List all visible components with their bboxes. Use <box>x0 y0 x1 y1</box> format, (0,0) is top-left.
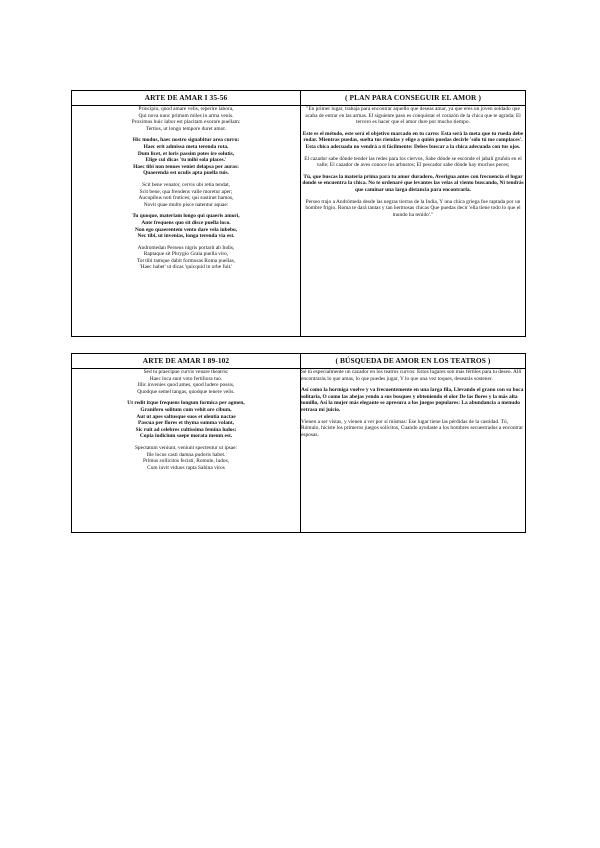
latin-stanza: Principio, quod amare velis, reperire labora, Qui nova nunc primum miles in arma venis. Proximus huic labor est placitam exorare puellam: Tertius, ut longo tempore duret amor. <box>131 106 241 132</box>
latin-stanza: Scit bene venator, cervis ubi retia tendat, Scit bene, qua frendens valle moretur aper; Aucupibus noti frutices; qui sustinet hamos, Novit quae multo pisce natentur aquae: <box>138 181 234 208</box>
spanish-paragraph: Tú, que buscas la materia prima para tu amor duradero, Averigua antes con frecuencia el lugar donde se encuentra la chica. No te ordenaré que levantes las velas al viento buscando, Ni tendrás que caminar una larga distancia para encontrarla. <box>302 173 524 193</box>
section2-latin-cell <box>72 369 301 533</box>
section1-header-right: ( PLAN PARA CONSEGUIR EL AMOR ) <box>301 91 526 106</box>
spanish-paragraph: Vienen a ser vistas, y vienen a ver por sí mismas: Ese lugar tiene las pérdidas de la castidad. Tú, Rómulo, hiciste los primeros juegos solícitos, Cuando ayudaste a los hombres secuestrados a encontrar esposas. <box>301 418 524 438</box>
spanish-paragraph: El cazador sabe dónde tender las redes para los ciervos, Sabe dónde se esconde el jabalí gruñón en el valle; El cazador de aves conoce los arbustos; El pescador sabe dónde hay muchos peces; <box>304 155 522 169</box>
latin-stanza: Hic modus, haec nostro signabitur area curru: Haec erit admissa meta terenda rota. Dum licet, et loris passim potes ire solutis, Elige cui dicas 'tu mihi sola places.' Haec tibi non tenues veniet delapsa per auras: Quaerenda est oculis apta puella tuis. <box>132 137 240 177</box>
section2-spanish-cell <box>301 369 526 533</box>
spanish-paragraph: Sé tú especialmente un cazador en los teatros curvos: Estos lugares son más fértiles para tu deseo. Allí encontrarás lo que amas, lo que puedes jugar, Y lo que una vez toques, desearás sostener. <box>301 369 522 382</box>
theatre-table <box>71 353 526 533</box>
spanish-paragraph: "En primer lugar, trabaja para encontrar aquello que deseas amar, ya que eres un joven soldado que acaba de entrar en las armas. El siguiente paso es conquistar el corazón de la chica que te agrada; El tercero es hacer que el amor dure por mucho tiempo. <box>305 106 521 126</box>
spanish-paragraph: Así como la hormiga vuelve y va frecuentemente en una larga fila, Llevando el grano con su boca solitaria, O como las abejas yendo a sus bosques y obteniendo el olor De las flores y la más alta tomillo, Así la mujer más elegante se apresura a los juegos populares: La abundancia a menudo retrasa mi juicio. <box>301 387 524 413</box>
latin-stanza: Tu quoque, materiam longo qui quaeris amori, Ante frequens quo sit disce puella loco. Non ego quaerentem vento dare vela iubebo, Nec tibi, ut invenias, longa terenda via est. <box>132 213 240 240</box>
latin-stanza: Andromedan Perseus nigris portarit ab Indis, Raptaque sit Phrygio Graia puella viro, Tot tibi tamque dabit formosas Roma puellas, 'Haec habet' ut dicas 'quicquid in orbe fuit.' <box>136 244 236 271</box>
plan-table <box>71 90 526 337</box>
section2-header-left: ARTE DE AMAR I 89-102 <box>72 354 301 369</box>
section1-header-left: ARTE DE AMAR I 35-56 <box>72 91 301 106</box>
latin-stanza: Ut redit itque frequens longum formica per agmen, Granifero solitum cum vehit ore cibum, Aut ut apes saltusque suos et olentia nactae Pascua per flores et thyma summa volant, Sic ruit ad celebres cultissima femina ludos: Copia iudicium saepe morata meum est. <box>127 400 245 440</box>
latin-stanza: Sed tu praecipue curvis venare theatris: Haec loca sunt voto fertiliora tuo. Illic invenies quod ames, quod ludere possis, Quodque semel tangas, quodque tenere velis. <box>137 369 235 395</box>
spanish-paragraph: Este es el método, este será el objetivo marcado en tu carro: Esta será la meta que tu rueda debe rodar. Mientras puedas, suelta tus riendas y elige a quién puedas decirle 'sólo tú me complaces'. Esta chica adecuada no vendrá a ti fácilmente: Debes buscar a la chica adecuada con tus ojos. <box>302 130 524 150</box>
section1-spanish-cell <box>301 106 526 337</box>
spanish-paragraph: Perseo trajo a Andrómeda desde las negras tierras de la India, Y una chica griega fue raptada por un hombre frigio. Roma te dará tantas y tan hermosas chicas Que puedas decir 'ella tiene todo lo que el mundo ha tenido'." <box>305 198 521 218</box>
section2-header-right: ( BÚSQUEDA DE AMOR EN LOS TEATROS ) <box>301 354 526 369</box>
latin-stanza: Spectatum veniunt, veniunt spectentur ut ipsae: Ille locus casti damna pudoris habet. Primus sollicitos fecisti, Romule, ludos, Cum iuvit viduos rapta Sabina viros <box>134 444 238 471</box>
section1-latin-cell <box>72 106 301 337</box>
